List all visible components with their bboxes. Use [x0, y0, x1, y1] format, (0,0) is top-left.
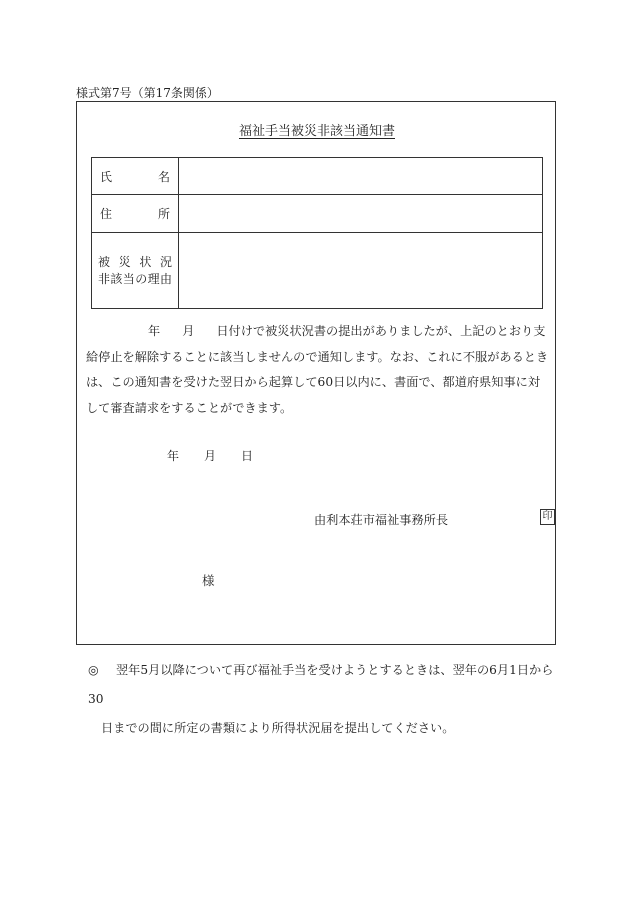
notice-body — [86, 319, 552, 421]
reason-field[interactable] — [179, 233, 543, 309]
name-row — [92, 158, 543, 195]
address-label-cell — [92, 195, 179, 233]
reason-label-line1: 被災状況 — [98, 254, 172, 269]
body-text: 日付けで被災状況書の提出がありましたが、上記のとおり支給停止を解除することに該当しませんので通知します。なお、これに不服があるときは、この通知書を受けた翌日から起算して60日以内に、書面で、都道府県知事に対して審査請求をすることができます。 — [86, 324, 549, 415]
issuer-name: 由利本荘市福祉事務所長 — [314, 513, 449, 527]
double-circle-icon: ◎ — [88, 663, 99, 677]
date-month: 月 — [204, 449, 217, 463]
address-field[interactable] — [179, 195, 543, 233]
body-month-unit: 月 — [182, 324, 195, 338]
name-label-cell — [92, 158, 179, 195]
reason-label — [92, 254, 178, 288]
name-label: 氏 名 — [100, 169, 170, 184]
body-year-unit: 年 — [148, 324, 161, 338]
reason-row — [92, 233, 543, 309]
date-day: 日 — [241, 449, 254, 463]
form-number: 様式第7号（第17条関係） — [76, 86, 219, 100]
document-title: 福祉手当被災非該当通知書 — [238, 124, 395, 139]
footnote — [88, 656, 558, 743]
footnote-line1: ◎ 翌年5月以降について再び福祉手当を受けようとするときは、翌年の6月1日から30 — [88, 656, 558, 714]
address-row — [92, 195, 543, 233]
date-year: 年 — [167, 449, 180, 463]
address-label: 住 所 — [100, 207, 170, 221]
footnote-line2: 日までの間に所定の書類により所得状況届を提出してください。 — [101, 721, 455, 735]
reason-label-line2: 非該当の理由 — [98, 271, 172, 286]
reason-label-cell — [92, 233, 179, 309]
recipient-suffix: 様 — [202, 573, 215, 588]
seal-mark: 印 — [540, 509, 555, 525]
info-table — [91, 157, 543, 309]
notice-frame — [76, 101, 556, 645]
name-field[interactable] — [179, 158, 543, 195]
